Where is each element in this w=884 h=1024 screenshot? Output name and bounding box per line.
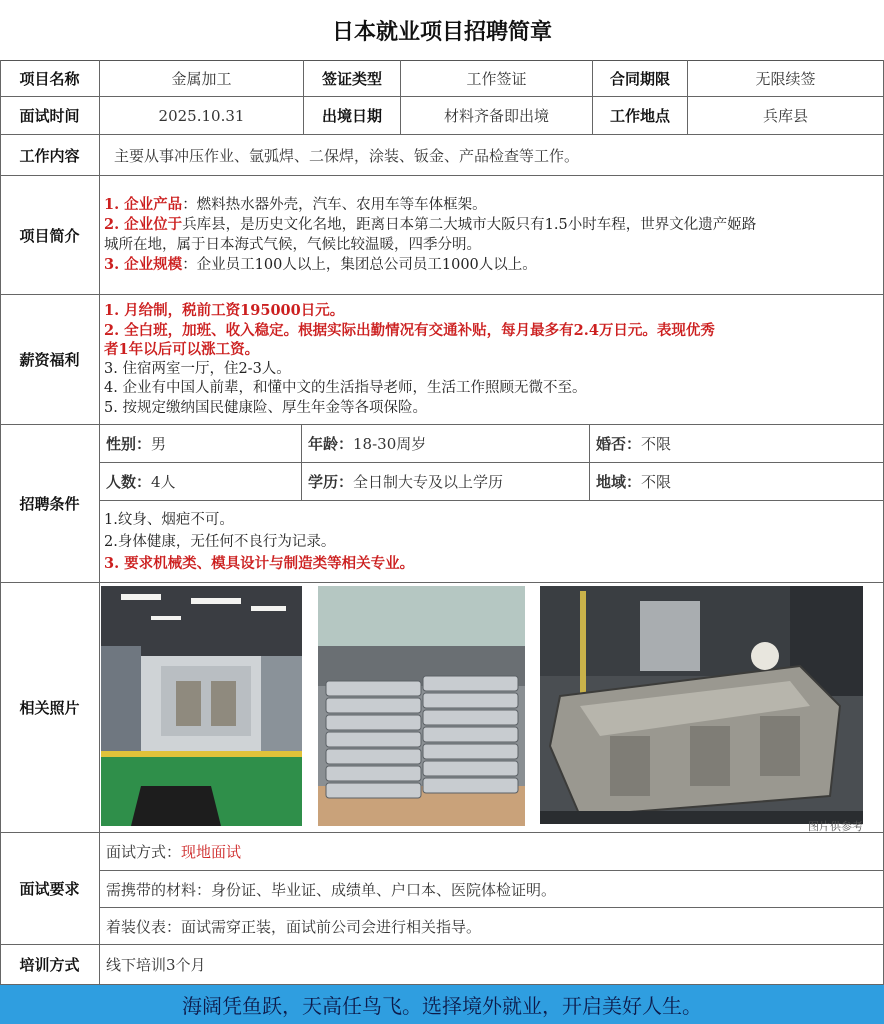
work-location: 兵库县 — [688, 97, 884, 135]
project-name: 金属加工 — [100, 60, 304, 97]
visa-type: 工作签证 — [401, 60, 593, 97]
interview-time: 2025.10.31 — [100, 97, 304, 135]
photo-caption: 图片供参考 — [808, 820, 863, 833]
intro-line-2b: 城所在地，属于日本海式气候，气候比较温暖，四季分明。 — [104, 236, 481, 253]
label-contract-term: 合同期限 — [593, 60, 688, 97]
req-age: 年龄： 18-30周岁 — [302, 425, 590, 463]
page-title: 日本就业项目招聘简章 — [0, 0, 884, 61]
label-work-content: 工作内容 — [0, 135, 100, 176]
work-content: 主要从事冲压作业、氩弧焊、二保焊，涂装、钣金、产品检查等工作。 — [100, 135, 884, 176]
salary-line-2b: 者1年以后可以涨工资。 — [104, 341, 260, 358]
salary-line-3: 3. 住宿两室一厅，住2-3人。 — [104, 360, 291, 377]
interview-materials: 需携带的材料：身份证、毕业证、成绩单、户口本、医院体检证明。 — [100, 871, 884, 908]
label-salary: 薪资福利 — [0, 295, 100, 425]
project-intro — [100, 176, 884, 295]
metal-trays-photo — [318, 586, 525, 826]
salary-line-2: 2. 全白班，加班、收入稳定。根据实际出勤情况有交通补贴，每月最多有2.4万日元。表现优秀 — [104, 321, 715, 339]
intro-line-2: 2. 企业位于兵库县，是历史文化名地，距离日本第二大城市大阪只有1.5小时车程，世界文化遗产姬路 — [104, 216, 757, 233]
req-marital: 婚否： 不限 — [590, 425, 884, 463]
label-project-intro: 项目简介 — [0, 176, 100, 295]
interview-dress-code: 着装仪表：面试需穿正装，面试前公司会进行相关指导。 — [100, 908, 884, 945]
label-visa-type: 签证类型 — [304, 60, 401, 97]
intro-line-3: 3. 企业规模：企业员工100人以上，集团总公司员工1000人以上。 — [104, 256, 537, 273]
label-requirements: 招聘条件 — [0, 425, 100, 583]
salary-line-1: 1. 月给制，税前工资195000日元。 — [104, 302, 345, 319]
label-interview-time: 面试时间 — [0, 97, 100, 135]
req-note-3: 3. 要求机械类、模具设计与制造类等相关专业。 — [104, 554, 415, 572]
label-departure-date: 出境日期 — [304, 97, 401, 135]
req-count: 人数： 4人 — [100, 463, 302, 501]
interview-method: 面试方式： 现地面试 — [100, 833, 884, 871]
intro-line-1: 1. 企业产品：燃料热水器外壳，汽车、农用车等车体框架。 — [104, 195, 487, 213]
req-gender: 性别： 男 — [100, 425, 302, 463]
label-training: 培训方式 — [0, 945, 100, 985]
training-method: 线下培训3个月 — [100, 945, 884, 985]
salary-line-5: 5. 按规定缴纳国民健康险、厚生年金等各项保险。 — [104, 399, 427, 416]
welded-frame-photo — [540, 586, 863, 824]
label-photos: 相关照片 — [0, 583, 100, 833]
departure-date: 材料齐备即出境 — [401, 97, 593, 135]
req-notes — [100, 501, 884, 583]
label-work-location: 工作地点 — [593, 97, 688, 135]
req-education: 学历： 全日制大专及以上学历 — [302, 463, 590, 501]
req-note-2: 2.身体健康，无任何不良行为记录。 — [104, 533, 336, 550]
salary-benefits — [100, 295, 884, 425]
salary-line-4: 4. 企业有中国人前辈，和懂中文的生活指导老师，生活工作照顾无微不至。 — [104, 380, 587, 396]
contract-term: 无限续签 — [688, 60, 884, 97]
label-project-name: 项目名称 — [0, 60, 100, 97]
label-interview-requirements: 面试要求 — [0, 833, 100, 945]
req-note-1: 1.纹身、烟疤不可。 — [104, 511, 234, 528]
req-region: 地域： 不限 — [590, 463, 884, 501]
footer-slogan: 海阔凭鱼跃，天高任鸟飞。选择境外就业，开启美好人生。 — [0, 985, 884, 1024]
factory-floor-photo — [101, 586, 302, 826]
